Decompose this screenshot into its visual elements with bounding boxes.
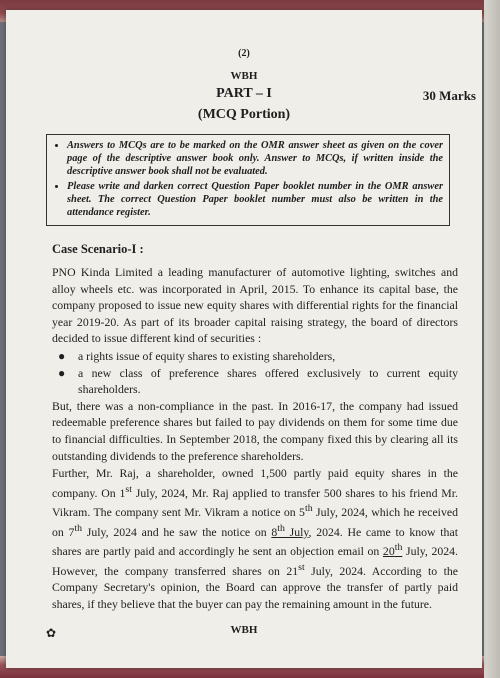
handwritten-underline: 8th July bbox=[271, 522, 309, 539]
list-item: ● a new class of preference shares offered exclusively to current equity shareholders. bbox=[58, 365, 458, 397]
case-scenario-body bbox=[52, 264, 458, 613]
handwritten-underline: 20th bbox=[382, 542, 403, 559]
list-item: ● a rights issue of equity shares to existing shareholders, bbox=[58, 348, 336, 363]
instruction-item: • Please write and darken correct Question Paper booklet number in the OMR answer sheet. The correct Question Paper booklet number must also be written in the attendance register. bbox=[67, 180, 443, 219]
instruction-item: • Answers to MCQs are to be marked on the OMR answer sheet as given on the cover page of the descriptive answer book only. Answer to MCQs, if written inside the descriptive answer book shall not be evaluated. bbox=[67, 139, 443, 178]
marks-label: 30 Marks bbox=[422, 88, 476, 103]
flower-ornament-icon: ✿ bbox=[46, 626, 57, 640]
bullet-icon: ● bbox=[58, 365, 66, 380]
securities-list bbox=[52, 348, 458, 398]
case-paragraph-3: Further, Mr. Raj, a shareholder, owned 1,500 partly paid equity shares in the company. On 1st July, 2024, Mr. Raj applied to transfer 500 shares to his friend Mr. Vikram. The company sent Mr. Vikram a notice on 5th July, 2024, which he received on 7th July, 2024 and he saw the notice on 8th July, 2024. He came to know that shares are partly paid and accordingly he sent an objection email on 20th July, 2024. However, the company transferred shares on 21st July, 2024. According to the Company Secretary's opinion, the Board can approve the transfer of partly paid shares, if they believe that the buyer can pay the remaining amount in the future. bbox=[52, 466, 459, 611]
paper-code-top: WBH bbox=[230, 70, 258, 82]
case-paragraph-2: But, there was a non-compliance in the past. In 2016-17, the company had issued redeemable preference shares but failed to pay dividends on them for some time due to financial difficulties. In September 2018, the company fixed this by clearing all its outstanding dividends to the preference shareholders. bbox=[52, 398, 458, 463]
part-heading: PART – I bbox=[216, 86, 272, 101]
portion-heading: (MCQ Portion) bbox=[197, 107, 291, 122]
page-number: (2) bbox=[238, 48, 250, 59]
instructions-box bbox=[46, 134, 450, 226]
bullet-icon: ● bbox=[58, 348, 66, 363]
adjacent-page-edge bbox=[484, 0, 500, 678]
case-scenario-title: Case Scenario-I : bbox=[52, 242, 144, 256]
paper-code-bottom: WBH bbox=[230, 624, 258, 636]
case-paragraph-1: PNO Kinda Limited a leading manufacturer of automotive lighting, switches and alloy wheels etc. was incorporated in April, 2015. To enhance its capital base, the company proposed to issue new equity shares with differential rights for the financial year 2019-20. As part of its broader capital raising strategy, the board of directors decided to issue different kind of securities : bbox=[52, 265, 458, 346]
question-paper-page bbox=[6, 10, 482, 668]
